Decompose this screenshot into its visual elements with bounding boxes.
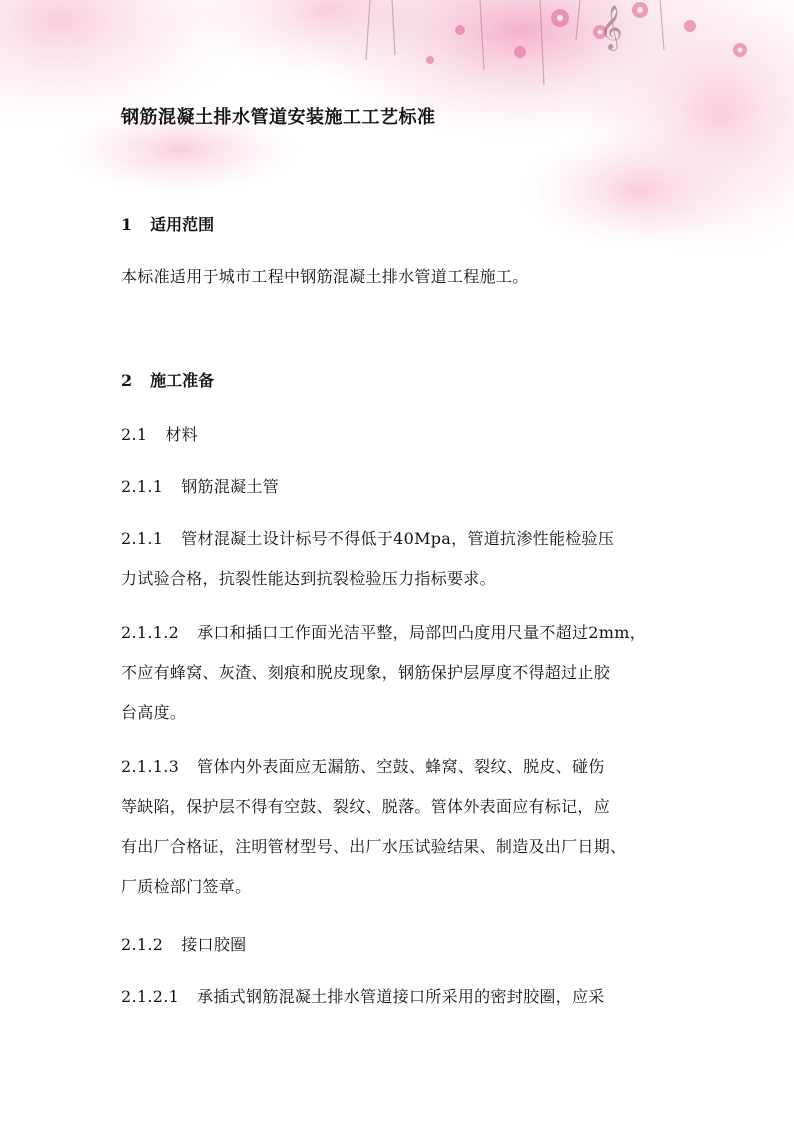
clause-number: 2.1.2.1 bbox=[121, 987, 180, 1006]
floral-header-decoration bbox=[0, 0, 794, 260]
clause-2-1-1-3-line1 bbox=[121, 754, 605, 777]
clause-2-1 bbox=[121, 422, 198, 445]
paragraph-scope: 本标准适用于城市工程中钢筋混凝土排水管道工程施工。 bbox=[121, 267, 529, 286]
clause-2-1-1-1-line2: 力试验合格，抗裂性能达到抗裂检验压力指标要求。 bbox=[121, 569, 496, 588]
clause-number: 2.1.1.2 bbox=[121, 623, 180, 642]
clause-text: 接口胶圈 bbox=[181, 935, 247, 954]
clause-2-1-1-3-line3: 有出厂合格证，注明管材型号、出厂水压试验结果、制造及出厂日期、 bbox=[121, 837, 627, 856]
clause-text: 管材混凝土设计标号不得低于40Mpa，管道抗渗性能检验压 bbox=[181, 529, 615, 548]
clause-2-1-1-2-line1 bbox=[121, 620, 646, 643]
clause-2-1-1-2-line3: 台高度。 bbox=[121, 703, 187, 722]
section-label: 施工准备 bbox=[150, 371, 215, 390]
clause-text: 管体内外表面应无漏筋、空鼓、蜂窝、裂纹、脱皮、碰伤 bbox=[197, 757, 605, 776]
clause-number: 2.1 bbox=[121, 425, 148, 444]
clause-2-1-1-3-line4: 厂质检部门签章。 bbox=[121, 877, 252, 896]
clause-number: 2.1.1 bbox=[121, 529, 164, 548]
clause-text: 材料 bbox=[165, 425, 198, 444]
clause-2-1-1-2-line2: 不应有蜂窝、灰渣、刻痕和脱皮现象，钢筋保护层厚度不得超过止胶 bbox=[121, 663, 611, 682]
svg-text:𝄞: 𝄞 bbox=[600, 5, 623, 49]
clause-text: 承插式钢筋混凝土排水管道接口所采用的密封胶圈，应采 bbox=[197, 987, 605, 1006]
clause-2-1-1 bbox=[121, 474, 279, 497]
clause-2-1-1-1-line1 bbox=[121, 526, 614, 549]
section-heading-1 bbox=[121, 212, 214, 235]
clause-number: 2.1.2 bbox=[121, 935, 164, 954]
section-heading-2 bbox=[121, 368, 214, 391]
document-title: 钢筋混凝土排水管道安装施工工艺标准 bbox=[121, 107, 436, 128]
clause-text: 钢筋混凝土管 bbox=[181, 477, 280, 496]
clause-number: 2.1.1.3 bbox=[121, 757, 180, 776]
clause-2-1-1-3-line2: 等缺陷，保护层不得有空鼓、裂纹、脱落。管体外表面应有标记，应 bbox=[121, 797, 611, 816]
section-label: 适用范围 bbox=[150, 215, 215, 234]
section-number: 1 bbox=[121, 215, 133, 234]
section-number: 2 bbox=[121, 371, 133, 390]
clause-number: 2.1.1 bbox=[121, 477, 164, 496]
clause-text: 承口和插口工作面光洁平整，局部凹凸度用尺量不超过2mm， bbox=[197, 623, 647, 642]
clause-2-1-2 bbox=[121, 932, 246, 955]
clause-2-1-2-1-line1 bbox=[121, 984, 605, 1007]
